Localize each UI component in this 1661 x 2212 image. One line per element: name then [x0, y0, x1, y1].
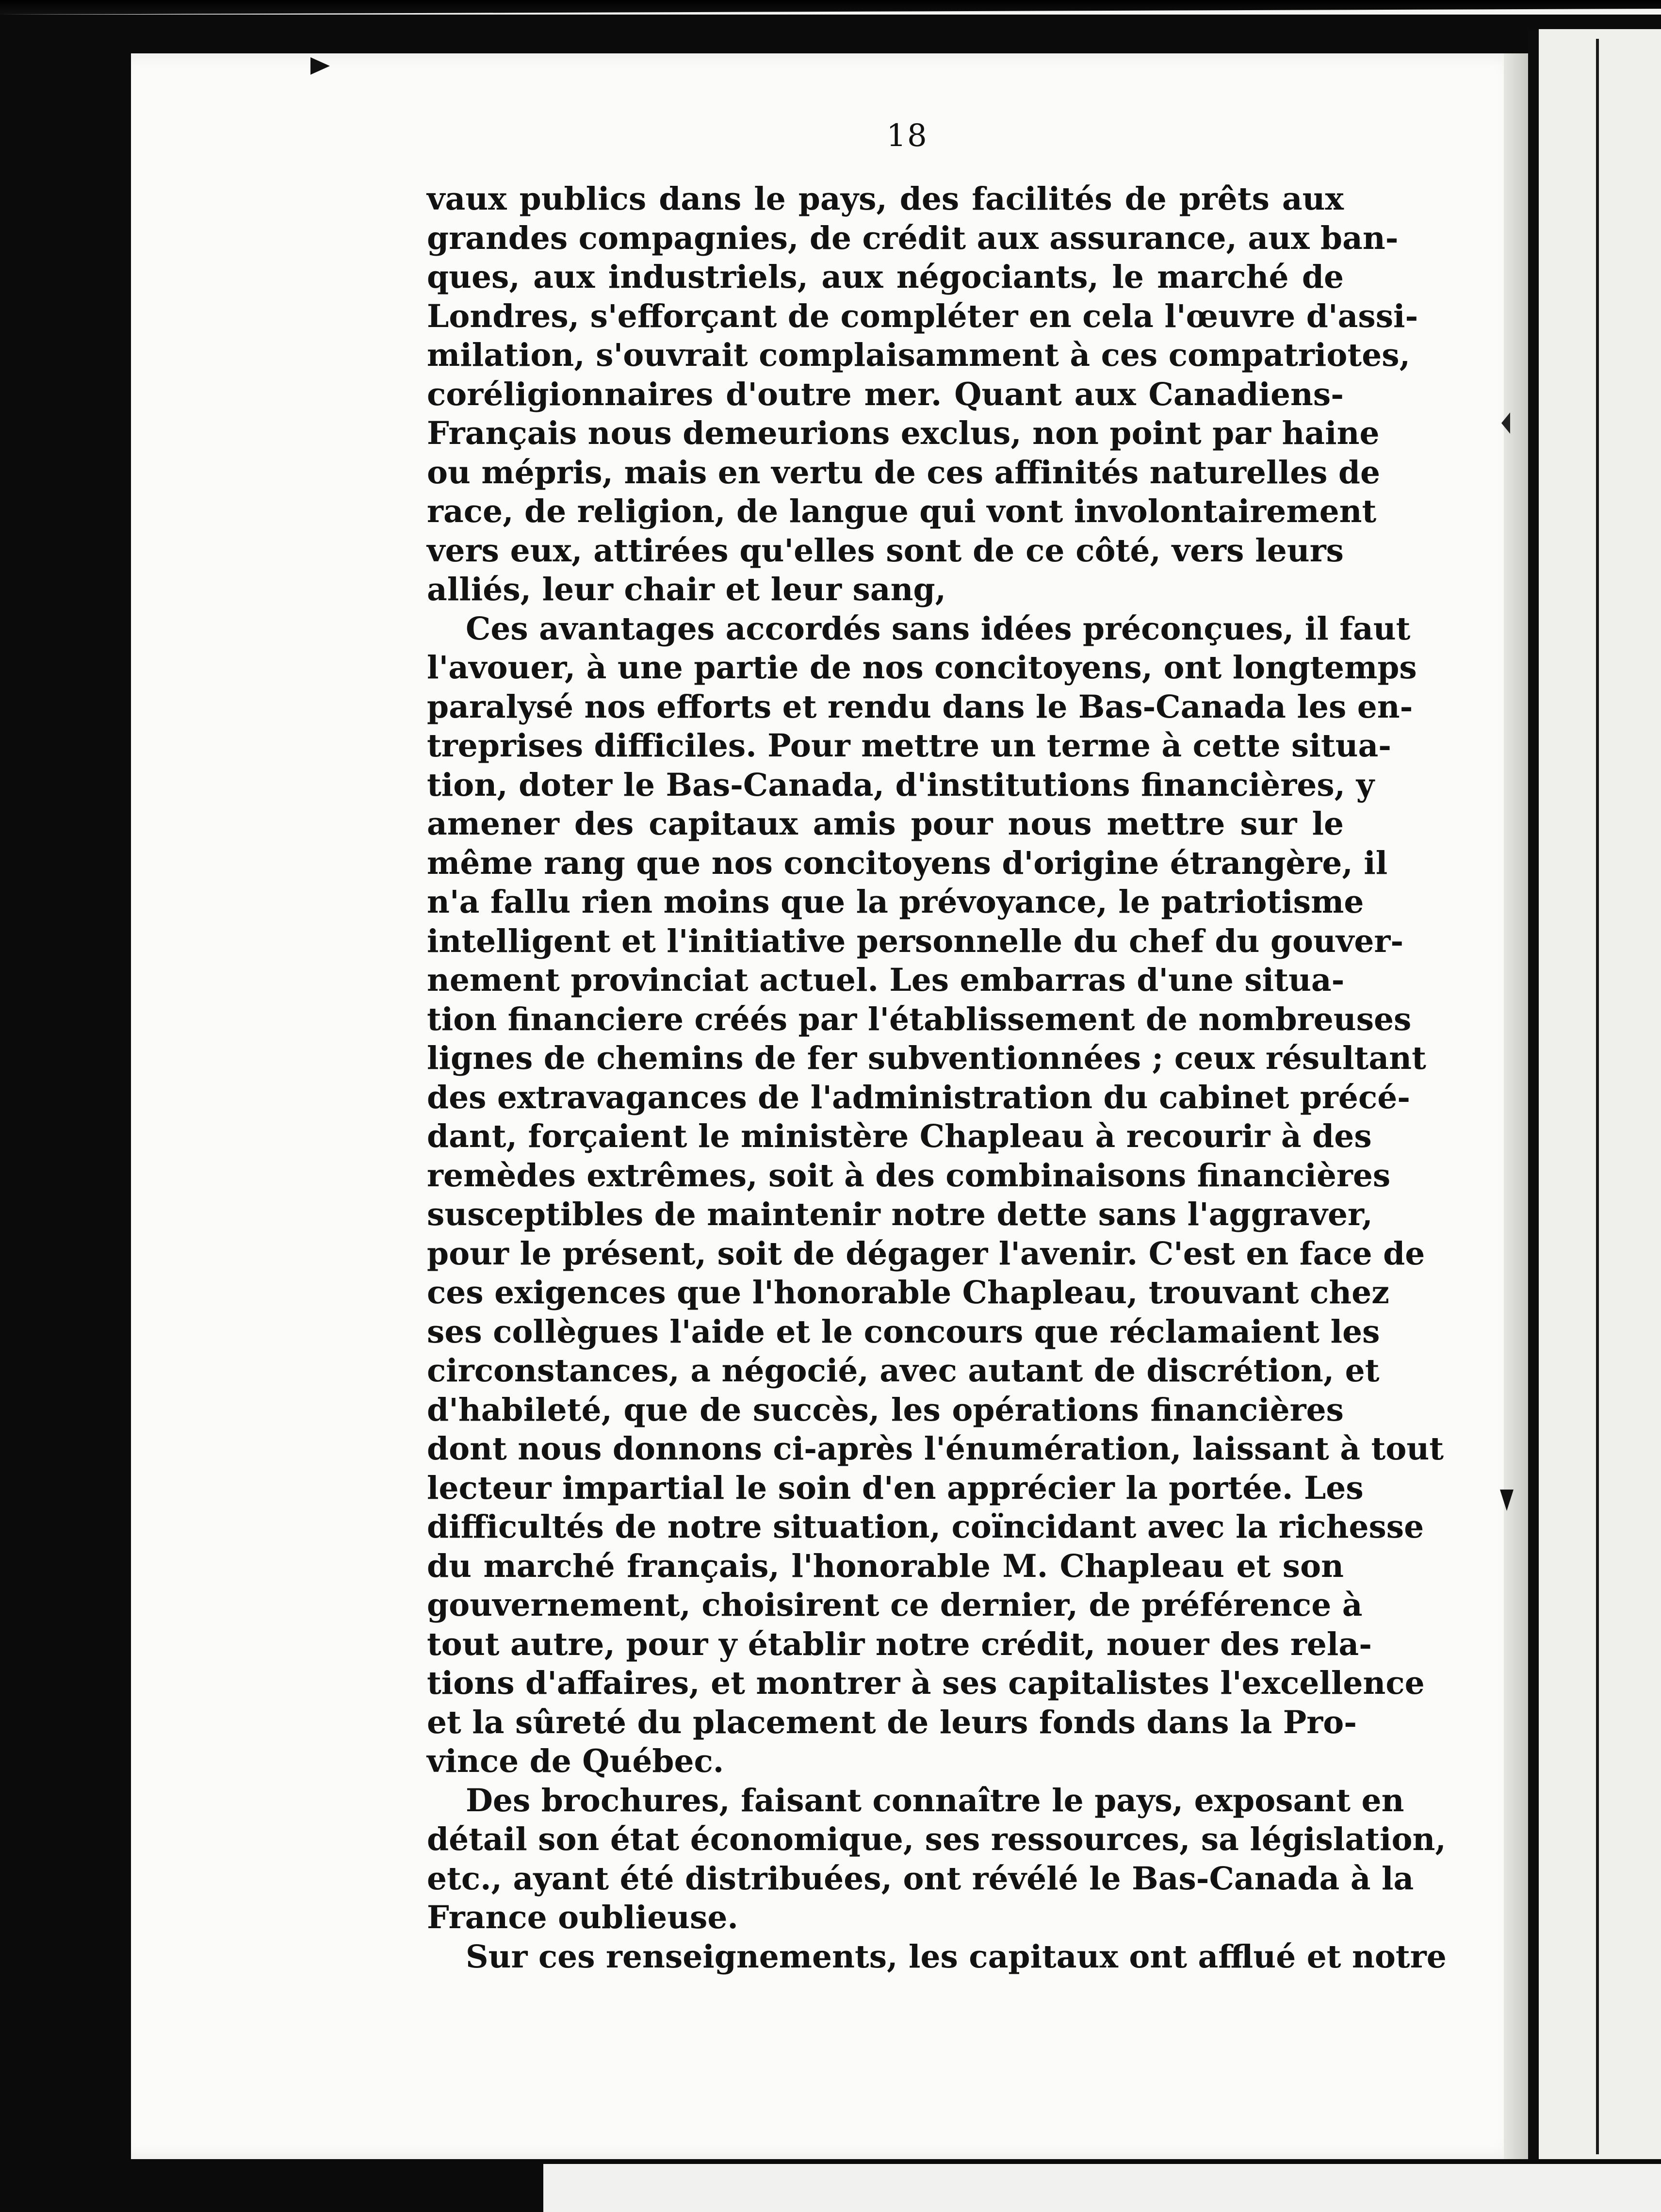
text-line: grandes compagnies, de crédit aux assurance, aux ban- — [427, 219, 1399, 257]
text-line: etc., ayant été distribuées, ont révélé le Bas-Canada à la — [427, 1860, 1414, 1897]
text-line: alliés, leur chair et leur sang, — [427, 571, 946, 608]
bottom-film-edge — [543, 2164, 1661, 2212]
text-line: difficultés de notre situation, coïncidant avec la richesse — [427, 1508, 1424, 1545]
text-line: ques, aux industriels, aux négociants, le marché de — [427, 259, 1344, 295]
text-line: vaux publics dans le pays, des facilités de prêts aux — [427, 180, 1344, 217]
text-line: France oublieuse. — [427, 1899, 738, 1936]
text-line: circonstances, a négocié, avec autant de discrétion, et — [427, 1352, 1380, 1389]
scan-registration-mark — [1500, 1490, 1514, 1511]
text-line: ces exigences que l'honorable Chapleau, trouvant chez — [427, 1274, 1389, 1311]
text-line: lecteur impartial le soin d'en apprécier la portée. Les — [427, 1469, 1364, 1507]
text-line: tout autre, pour y établir notre crédit, nouer des rela- — [427, 1625, 1372, 1663]
text-line: gouvernement, choisirent ce dernier, de préférence à — [427, 1587, 1363, 1623]
text-line: tion, doter le Bas-Canada, d'institutions financières, y — [427, 766, 1375, 803]
text-line: vince de Québec. — [427, 1743, 724, 1780]
text-line: treprises difficiles. Pour mettre un terme à cette situa- — [427, 727, 1392, 764]
text-line: tion financiere créés par l'établissement de nombreuses — [427, 1000, 1412, 1038]
text-line: même rang que nos concitoyens d'origine étrangère, il — [427, 844, 1388, 882]
text-line: intelligent et l'initiative personnelle du chef du gouver- — [427, 922, 1404, 960]
paragraph-start-line: Sur ces renseignements, les capitaux ont afflué et notre — [466, 1938, 1447, 1975]
paragraph-start-line: Des brochures, faisant connaître le pays, exposant en — [466, 1782, 1404, 1819]
text-line: milation, s'ouvrait complaisamment à ces compatriotes, — [427, 337, 1411, 374]
text-line: détail son état économique, ses ressources, sa législation, — [427, 1821, 1446, 1858]
paragraph-start-line: Ces avantages accordés sans idées préconçues, il faut — [466, 610, 1411, 647]
text-line: et la sûreté du placement de leurs fonds dans la Pro- — [427, 1704, 1357, 1741]
text-line: des extravagances de l'administration du cabinet précé- — [427, 1079, 1411, 1116]
text-line: l'avouer, à une partie de nos concitoyens, ont longtemps — [427, 649, 1417, 686]
text-line: pour le présent, soit de dégager l'avenir. C'est en face de — [427, 1235, 1425, 1272]
text-line: paralysé nos efforts et rendu dans le Bas-Canada les en- — [427, 688, 1413, 725]
text-line: ses collègues l'aide et le concours que réclamaient les — [427, 1313, 1380, 1350]
text-line: susceptibles de maintenir notre dette sans l'aggraver, — [427, 1196, 1373, 1233]
page-gutter-shadow — [1504, 53, 1528, 2159]
text-line: d'habileté, que de succès, les opérations financières — [427, 1391, 1344, 1428]
scan-registration-mark — [1501, 412, 1510, 434]
text-line: lignes de chemins de fer subventionnées ; ceux résultant — [427, 1040, 1426, 1077]
text-line: amener des capitaux amis pour nous mettre sur le — [427, 805, 1344, 842]
text-line: Londres, s'efforçant de compléter en cela l'œuvre d'assi- — [427, 297, 1418, 335]
text-line: vers eux, attirées qu'elles sont de ce côté, vers leurs — [427, 532, 1344, 569]
text-line: n'a fallu rien moins que la prévoyance, le patriotisme — [427, 884, 1364, 920]
text-line: nement provinciat actuel. Les embarras d'une situa- — [427, 962, 1345, 999]
text-line: tions d'affaires, et montrer à ses capitalistes l'excellence — [427, 1665, 1425, 1702]
adjacent-page-rule — [1596, 39, 1599, 2154]
page-number: 18 — [886, 118, 928, 154]
text-line: Français nous demeurions exclus, non point par haine — [427, 415, 1380, 452]
text-line: ou mépris, mais en vertu de ces affinités naturelles de — [427, 454, 1381, 491]
text-line: remèdes extrêmes, soit à des combinaisons financières — [427, 1157, 1391, 1194]
text-line: dant, forçaient le ministère Chapleau à recourir à des — [427, 1118, 1372, 1155]
text-line: coréligionnaires d'outre mer. Quant aux Canadiens- — [427, 376, 1344, 413]
text-line: race, de religion, de langue qui vont involontairement — [427, 493, 1377, 530]
adjacent-page-edge — [1528, 29, 1661, 2159]
scan-registration-mark — [310, 57, 330, 75]
text-line: du marché français, l'honorable M. Chapleau et son — [427, 1547, 1344, 1585]
text-line: dont nous donnons ci-après l'énumération, laissant à tout — [427, 1430, 1444, 1467]
body-text — [427, 180, 1447, 1976]
